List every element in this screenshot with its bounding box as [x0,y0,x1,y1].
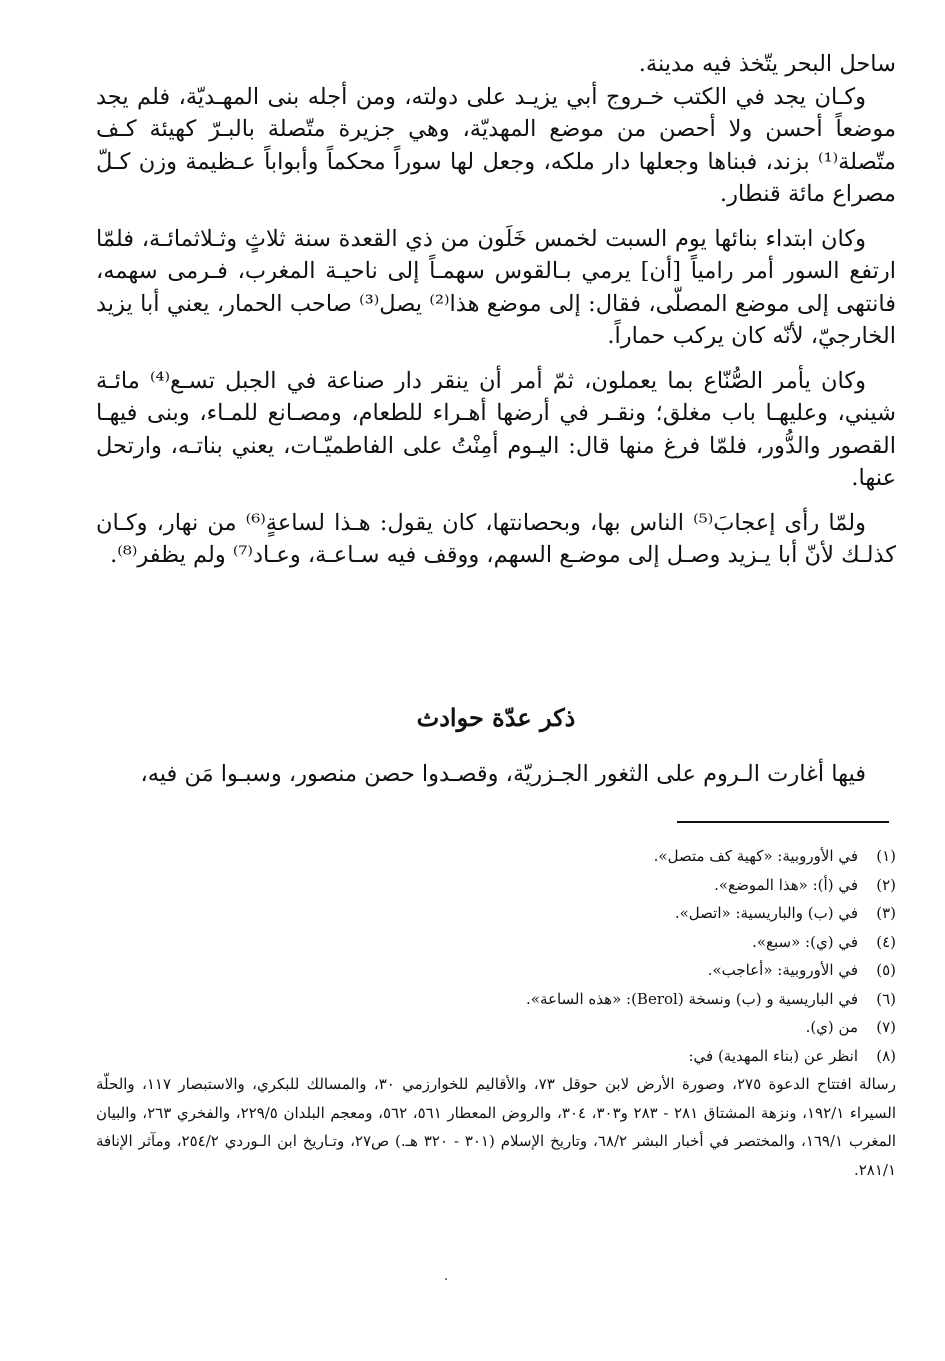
footnote-number: (٤) [876,932,896,951]
footnote-item [96,1042,896,1071]
paragraph-4: وكان يأمر الصُّنّاع بما يعملون، ثمّ أمر أن ينقر دار صناعة في الجبل تسـع⁽⁴⁾ مائـة شيني، وعليهـا باب مغلق؛ ونقـر في أرضها أهـراء للطعام، ومصـانع للمـاء، وبنى فيهـا القصور والدُّور، فلمّا فرغ منها قال: اليـوم أمِنْتُ على الفاطميّـات، يعني بناتـه، وارتحل عنها. [96,367,896,491]
footnote-text: في الأوروبية: «كهية كف متصل». [653,847,858,865]
footnote-text: في (أ): «هذا الموضع». [714,875,858,894]
section-heading: ذكر عدّة حوادث [416,703,576,732]
footnote-text: انظر عن (بناء المهدية) في: [688,1046,858,1065]
paragraph-5: ولمّا رأى إعجابَ⁽⁵⁾ الناس بها، وبحصانتها، كان يقول: هـذا لساعةٍ⁽⁶⁾ من نهار، وكـان كذلـك لأنّ أبا يـزيد وصـل إلى موضـع السهم، ووقف فيه سـاعـة، وعـاد⁽⁷⁾ ولم يظفر⁽⁸⁾. [96,509,896,568]
footnote-text: في (ي): «سبع». [752,932,858,951]
footnote-number: (١) [876,847,896,865]
footnote-text: في الباريسية و (ب) ونسخة (Berol): «هذه الساعة». [526,989,858,1008]
footnote-text: في (ب) والباريسية: «اتصل». [674,904,858,922]
main-text [96,48,896,584]
footnote-number: (٣) [876,904,896,922]
footnote-number: (٦) [876,989,896,1008]
footnote-text: في الأوروبية: «أعاجب». [707,961,858,979]
paragraph-3: وكان ابتداء بنائها يوم السبت لخمس خَلَون من ذي القعدة سنة ثلاثٍ وثـلاثمائـة، فلمّا ارتفع السور أمر رامياً [أن] يرمي بـالقوس سهمـاً إلى ناحيـة المغرب، فـرمى سهمه، فانتهى إلى موضع المصلّى، فقال: إلى موضع هذا⁽²⁾ يصل⁽³⁾ صاحب الحمار، يعني أبا يزيد الخارجيّ، لأنّه كان يركب حماراً. [96,225,896,349]
paragraph-6: فيها أغارت الـروم على الثغور الجـزريّة، وقصـدوا حصن منصور، وسبـوا مَن فيه، [140,761,866,787]
footnotes [96,842,896,1184]
footnote-item [96,871,896,900]
footnote-item [96,928,896,957]
footnote-item [96,842,896,871]
footnote-item [96,1013,896,1042]
footnote-item [96,899,896,928]
paragraph-2: وكـان يجد في الكتب خـروج أبي يزيـد على دولته، ومن أجله بنى المهـديّة، فلم يجد موضعاً أحسن ولا أحصن من موضع المهديّة، وهي جزيرة متّصلة بالبـرّ كهيئة كـف متّصلة⁽¹⁾ بزند، فبناها وجعلها دار ملكه، وجعل لها سوراً محكماً وأبواباً عـظيمة وزن كـلّ مصراع مائة قنطار. [96,83,896,207]
footnote-item [96,956,896,985]
footnote-8-references: رسالة افتتاح الدعوة ٢٧٥، وصورة الأرض لابن حوقل ٧٣، والأقاليم للخوارزمي ٣٠، والمسالك للبكري، والاستبصار ١١٧، والحلّة السيراء ١٩٢/١، ونزهة المشتاق ٢٨١ - ٢٨٣ و٣٠٣، ٣٠٤، والروض المعطار ٥٦١، ٥٦٢، ومعجم البلدان ٢٢٩/٥، والفخري ٢٦٣، والبيان المغرب ١٦٩/١، والمختصر في أخبار البشر ٦٨/٢، وتاريخ الإسلام (٣٠١ - ٣٢٠ هـ.) ص٢٧، وتـاريخ ابن الـوردي ٢٥٤/٢، ومآثر الإنافة ٢٨١/١. [96,1075,897,1179]
footnote-number: (٥) [876,961,896,979]
footnote-number: (٨) [876,1046,896,1065]
footnote-number: (٢) [876,875,896,894]
footnote-item [96,985,896,1014]
footnote-text: من (ي). [805,1018,858,1036]
section-text [96,758,896,791]
footnote-number: (٧) [876,1018,896,1036]
paragraph-1: ساحل البحر يتّخذ فيه مدينة. [638,51,896,77]
page-speck [445,1278,447,1280]
footnote-divider [677,821,889,823]
